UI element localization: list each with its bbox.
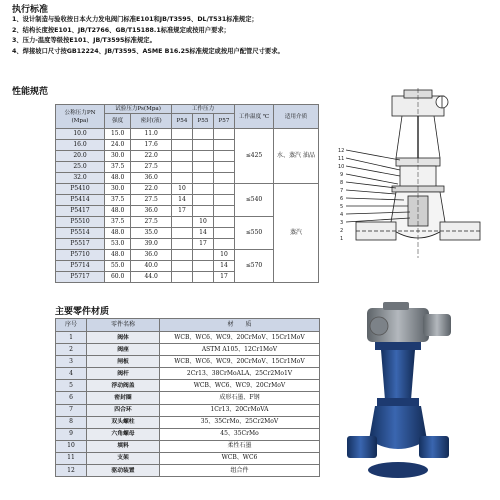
cell-seal: 11.0 — [131, 129, 172, 140]
cell-seal: 39.0 — [131, 239, 172, 250]
cell-part-name: 双头螺柱 — [87, 416, 160, 428]
cell-p55: 10 — [193, 217, 214, 228]
cell-seal: 44.0 — [131, 272, 172, 283]
cell-p57 — [214, 162, 235, 173]
cell-pn: 25.0 — [56, 162, 105, 173]
cell-p57: 10 — [214, 250, 235, 261]
table-row — [56, 392, 320, 404]
cell-pn: P5414 — [56, 195, 105, 206]
header-strength: 强度 — [105, 114, 131, 129]
cell-seal: 27.5 — [131, 162, 172, 173]
cell-strength: 55.0 — [105, 261, 131, 272]
cell-no: 11 — [56, 452, 87, 464]
cell-seal: 40.0 — [131, 261, 172, 272]
table-row — [56, 380, 320, 392]
cell-pn: 20.0 — [56, 151, 105, 162]
cell-p54 — [172, 162, 193, 173]
cell-pn: P5717 — [56, 272, 105, 283]
cell-part-name: 驱动装置 — [87, 465, 160, 477]
cell-p57 — [214, 239, 235, 250]
cell-material: 45、35CrMo — [160, 428, 320, 440]
cell-part-name: 支架 — [87, 452, 160, 464]
cell-p54 — [172, 173, 193, 184]
cell-strength: 37.5 — [105, 162, 131, 173]
cell-seal: 17.6 — [131, 140, 172, 151]
cell-pn: P5514 — [56, 228, 105, 239]
cell-no: 9 — [56, 428, 87, 440]
cell-pn: P5410 — [56, 184, 105, 195]
cell-material: 1Cr13、20CrMoVA — [160, 404, 320, 416]
header-seal: 密封(液) — [131, 114, 172, 129]
cell-no: 7 — [56, 404, 87, 416]
cell-material: 柔性石墨 — [160, 440, 320, 452]
header-work-pressure: 工作压力 — [172, 105, 235, 114]
cell-p54 — [172, 272, 193, 283]
gate-valve-section-drawing — [330, 88, 490, 268]
callout-1: 1 — [340, 236, 344, 242]
callout-3: 3 — [340, 220, 344, 226]
cell-no: 12 — [56, 465, 87, 477]
cell-no: 3 — [56, 356, 87, 368]
cell-no: 5 — [56, 380, 87, 392]
cell-p54 — [172, 261, 193, 272]
cell-no: 10 — [56, 440, 87, 452]
cell-no: 2 — [56, 344, 87, 356]
cell-seal: 36.0 — [131, 206, 172, 217]
parts-title: 主要零件材质 — [55, 307, 110, 317]
cell-pn: 10.0 — [56, 129, 105, 140]
cell-no: 8 — [56, 416, 87, 428]
cell-seal: 35.0 — [131, 228, 172, 239]
cell-p55 — [193, 272, 214, 283]
table-row — [56, 416, 320, 428]
callout-8: 8 — [340, 180, 344, 186]
cell-p57 — [214, 129, 235, 140]
cell-p57 — [214, 228, 235, 239]
cell-p55 — [193, 129, 214, 140]
cell-p55 — [193, 184, 214, 195]
callout-10: 10 — [338, 164, 345, 170]
cell-p55 — [193, 151, 214, 162]
cell-material: 组合件 — [160, 465, 320, 477]
cell-p57 — [214, 217, 235, 228]
cell-seal: 27.5 — [131, 217, 172, 228]
cell-material: 2Cr13、38CrMoALA、25Cr2Mo1V — [160, 368, 320, 380]
cell-p57 — [214, 140, 235, 151]
cell-p54 — [172, 151, 193, 162]
table-row — [56, 452, 320, 464]
table-row — [56, 404, 320, 416]
cell-strength: 30.0 — [105, 151, 131, 162]
callout-7: 7 — [340, 188, 344, 194]
cell-seal: 27.5 — [131, 195, 172, 206]
cell-pn: P5517 — [56, 239, 105, 250]
cell-seal: 36.0 — [131, 250, 172, 261]
callout-12: 12 — [338, 148, 345, 154]
header-p55: P55 — [193, 114, 214, 129]
callout-4: 4 — [340, 212, 344, 218]
cell-p55 — [193, 173, 214, 184]
table-row — [56, 440, 320, 452]
standard-line-1: 1、设计制造与验收按日本火力发电阀门标准E101和JB/T3595、DL/T531标准规定； — [12, 16, 258, 23]
cell-p54 — [172, 140, 193, 151]
cell-part-name: 阀杆 — [87, 368, 160, 380]
cell-no: 4 — [56, 368, 87, 380]
cell-temp: ≤550 — [235, 217, 274, 250]
cell-strength: 48.0 — [105, 173, 131, 184]
cell-p55 — [193, 195, 214, 206]
cell-seal: 36.0 — [131, 173, 172, 184]
cell-strength: 15.0 — [105, 129, 131, 140]
callout-11: 11 — [338, 156, 345, 162]
cell-p57 — [214, 195, 235, 206]
header-temp: 工作温度 ℃ — [235, 105, 274, 129]
header-no: 序号 — [56, 319, 87, 332]
cell-strength: 24.0 — [105, 140, 131, 151]
table-row — [56, 465, 320, 477]
cell-p54: 14 — [172, 195, 193, 206]
cell-part-name: 闸板 — [87, 356, 160, 368]
cell-pn: P5714 — [56, 261, 105, 272]
cell-part-name: 填料 — [87, 440, 160, 452]
cell-medium: 水、蒸汽 油品 — [274, 129, 319, 184]
cell-temp: ≤540 — [235, 184, 274, 217]
cell-material: WCB、WC6 — [160, 452, 320, 464]
header-name: 零件名称 — [87, 319, 160, 332]
cell-p55: 14 — [193, 228, 214, 239]
cell-strength: 48.0 — [105, 206, 131, 217]
header-p54: P54 — [172, 114, 193, 129]
cell-p55: 17 — [193, 239, 214, 250]
header-material: 材 质 — [160, 319, 320, 332]
cell-pn: 32.0 — [56, 173, 105, 184]
parts-table — [55, 318, 320, 477]
header-medium: 适用介质 — [274, 105, 319, 129]
callout-5: 5 — [340, 204, 344, 210]
cell-strength: 37.5 — [105, 195, 131, 206]
cell-seal: 22.0 — [131, 184, 172, 195]
cell-strength: 30.0 — [105, 184, 131, 195]
cell-strength: 60.0 — [105, 272, 131, 283]
cell-p54: 17 — [172, 206, 193, 217]
cell-p57 — [214, 151, 235, 162]
cell-p54 — [172, 239, 193, 250]
table-row — [56, 344, 320, 356]
standard-line-3: 3、压力-温度等级按E101、JB/T3595标准规定。 — [12, 37, 156, 45]
cell-pn: P5510 — [56, 217, 105, 228]
cell-p57 — [214, 184, 235, 195]
cell-temp: ≤570 — [235, 250, 274, 283]
cell-p55 — [193, 250, 214, 261]
standards-title: 执行标准 — [12, 5, 49, 15]
cell-part-name: 阀体 — [87, 332, 160, 344]
cell-pn: 16.0 — [56, 140, 105, 151]
standard-line-4: 4、焊接坡口尺寸按GB12224、JB/T3595、ASME B16.25标准规定或按用户配管尺寸要求。 — [12, 47, 284, 55]
electric-gate-valve-photo — [345, 300, 465, 490]
table-row — [56, 332, 320, 344]
standards-list — [12, 15, 482, 57]
callout-6: 6 — [340, 196, 344, 202]
cell-part-name: 浮动阀盖 — [87, 380, 160, 392]
cell-p55 — [193, 162, 214, 173]
cell-material: 35、35CrMo、25Cr2MoV — [160, 416, 320, 428]
cell-no: 1 — [56, 332, 87, 344]
cell-p54 — [172, 217, 193, 228]
cell-pn: P5710 — [56, 250, 105, 261]
cell-medium: 蒸汽 — [274, 184, 319, 283]
cell-p57 — [214, 173, 235, 184]
cell-strength: 48.0 — [105, 228, 131, 239]
cell-part-name: 阀座 — [87, 344, 160, 356]
header-pn: 公称压力PN (Mpa) — [56, 105, 105, 129]
cell-p54: 10 — [172, 184, 193, 195]
cell-material: WCB、WC6、WC9、20CrMoV — [160, 380, 320, 392]
cell-temp: ≤425 — [235, 129, 274, 184]
callout-9: 9 — [340, 172, 344, 178]
table-row — [56, 428, 320, 440]
cell-p57: 17 — [214, 272, 235, 283]
cell-p55 — [193, 261, 214, 272]
cell-part-name: 密封圈 — [87, 392, 160, 404]
cell-part-name: 四合环 — [87, 404, 160, 416]
cell-material: 成形石墨、F钢 — [160, 392, 320, 404]
standard-line-2: 2、结构长度按E101、JB/T2766、GB/T15188.1标准规定或按用户要求； — [12, 26, 230, 34]
cell-material: WCB、WC6、WC9、20CrMoV、15Cr1MoV — [160, 356, 320, 368]
table-row — [56, 184, 319, 195]
header-p57: P57 — [214, 114, 235, 129]
cell-seal: 22.0 — [131, 151, 172, 162]
header-test-pressure: 试验压力Ps(Mpa) — [105, 105, 172, 114]
table-row — [56, 368, 320, 380]
cell-strength: 37.5 — [105, 217, 131, 228]
cell-p57: 14 — [214, 261, 235, 272]
cell-strength: 53.0 — [105, 239, 131, 250]
table-row — [56, 356, 320, 368]
cell-material: WCB、WC6、WC9、20CrMoV、15Cr1MoV — [160, 332, 320, 344]
cell-p54 — [172, 250, 193, 261]
callout-2: 2 — [340, 228, 344, 234]
cell-p54 — [172, 129, 193, 140]
cell-material: ASTM A105、12Cr1MoV — [160, 344, 320, 356]
cell-p57 — [214, 206, 235, 217]
cell-p55 — [193, 140, 214, 151]
cell-no: 6 — [56, 392, 87, 404]
cell-part-name: 六角螺母 — [87, 428, 160, 440]
cell-p55 — [193, 206, 214, 217]
table-row — [56, 129, 319, 140]
specs-title: 性能规范 — [12, 87, 49, 97]
spec-table — [55, 104, 319, 283]
cell-pn: P5417 — [56, 206, 105, 217]
cell-p54 — [172, 228, 193, 239]
cell-strength: 48.0 — [105, 250, 131, 261]
